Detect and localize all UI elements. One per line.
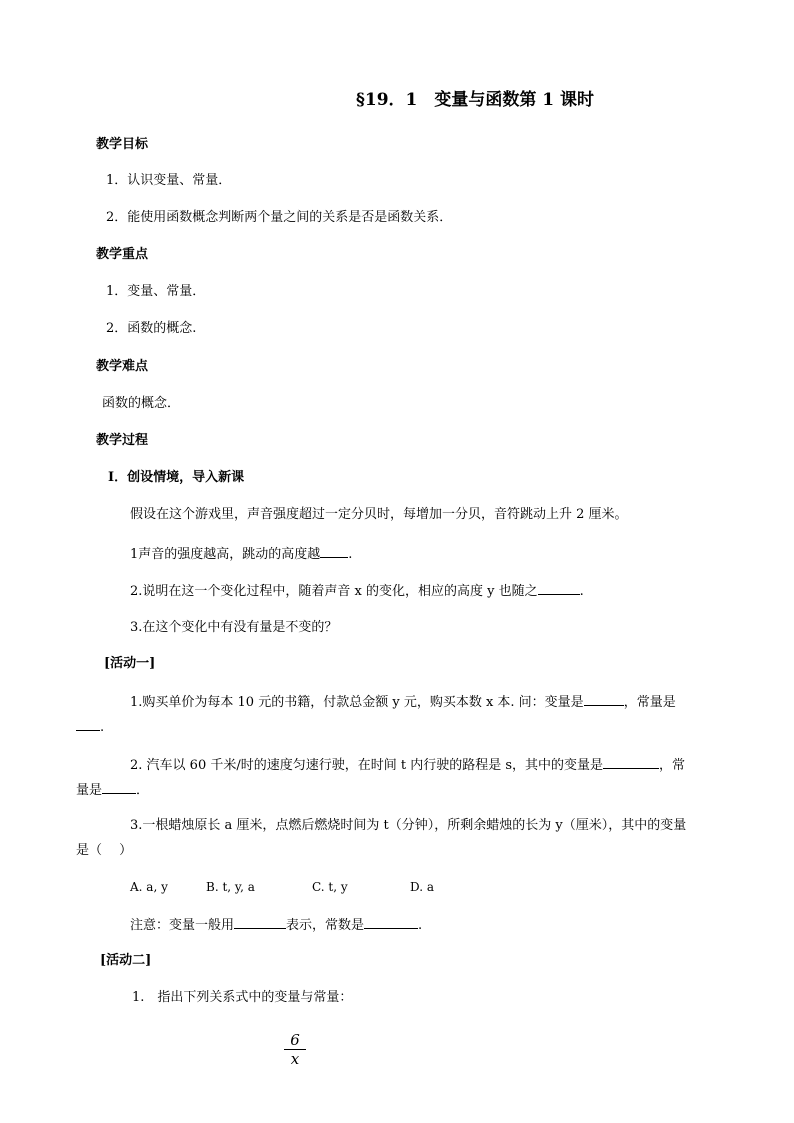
question-1-end: .	[348, 547, 353, 562]
activity1-problem-1-cont	[76, 718, 104, 736]
problem-1-text: 1.购买单价为每本 10 元的书籍，付款总金额 y 元，购买本数 x 本. 问：变量是	[130, 695, 584, 710]
section1-question-3: 3.在这个变化中有没有量是不变的？	[130, 620, 338, 635]
note-end: .	[418, 918, 423, 933]
difficulties-text: 函数的概念．	[102, 396, 181, 411]
blank-line	[603, 756, 659, 769]
option-c: C. t, y	[312, 880, 348, 894]
note-text: 注意：变量一般用	[130, 918, 235, 933]
goal-item-1: 1．认识变量、常量．	[106, 173, 232, 188]
activity1-problem-2	[130, 756, 685, 774]
blank-line	[584, 693, 624, 706]
problem-1-text-b: ，常量是	[623, 695, 676, 710]
section1-question-2	[130, 582, 584, 600]
activity1-heading: [活动一]	[104, 656, 156, 671]
problem-2-end: ．	[136, 783, 150, 798]
section1-intro: 假设在这个游戏里，声音强度超过一定分贝时，每增加一分贝，音符跳动上升 2 厘米。	[130, 507, 628, 522]
fraction-numerator: 6	[290, 1031, 300, 1049]
problem-2-text: 2. 汽车以 60 千米/时的速度匀速行驶，在时间 t 内行驶的路程是 s，其中的变量是	[130, 758, 604, 773]
question-2-end: .	[579, 584, 584, 599]
key-points-heading: 教学重点	[96, 247, 149, 262]
question-2-text: 2.说明在这一个变化过程中，随着声音 x 的变化，相应的高度 y 也随之	[130, 584, 538, 599]
note-text-b: 表示，常数是	[286, 918, 365, 933]
section1-question-1	[130, 545, 352, 563]
question-1-text: 1声音的强度越高，跳动的高度越	[130, 547, 321, 562]
activity2-heading: [活动二]	[100, 953, 152, 968]
difficulties-heading: 教学难点	[96, 359, 149, 374]
blank-line	[102, 781, 136, 794]
problem-1-end: .	[100, 720, 105, 735]
activity1-problem-1	[130, 693, 676, 711]
fraction-denominator: x	[290, 1050, 300, 1068]
activity2-problem-1: 1. 指出下列关系式中的变量与常量：	[132, 990, 353, 1005]
option-a: A. a, y	[130, 880, 168, 894]
activity1-problem-2-cont	[76, 781, 149, 799]
blank-line	[538, 582, 580, 595]
page-title: §19．1 变量与函数第 1 课时	[356, 90, 595, 110]
activity1-note	[130, 916, 422, 934]
problem-2-text-b: ，常	[659, 758, 686, 773]
blank-line	[234, 916, 286, 929]
key-point-item-2: 2．函数的概念.	[106, 321, 197, 336]
blank-line	[76, 718, 100, 731]
section1-heading: Ⅰ．创设情境，导入新课	[108, 470, 245, 485]
activity1-problem-3: 3.一根蜡烛原长 a 厘米，点燃后燃烧时间为 t（分钟），所剩余蜡烛的长为 y（厘米），其中的变量	[130, 818, 687, 833]
problem-2-text-c: 量是	[76, 783, 103, 798]
activity1-problem-3-cont: 是（ ）	[76, 843, 133, 858]
option-b: B. t, y, a	[206, 880, 255, 894]
blank-line	[364, 916, 418, 929]
option-d: D. a	[410, 880, 434, 894]
goals-heading: 教学目标	[96, 137, 149, 152]
goal-item-2: 2．能使用函数概念判断两个量之间的关系是否是函数关系．	[106, 210, 453, 225]
process-heading: 教学过程	[96, 433, 149, 448]
blank-line	[320, 545, 348, 558]
key-point-item-1: 1．变量、常量．	[106, 284, 206, 299]
fraction-formula	[284, 1032, 306, 1067]
